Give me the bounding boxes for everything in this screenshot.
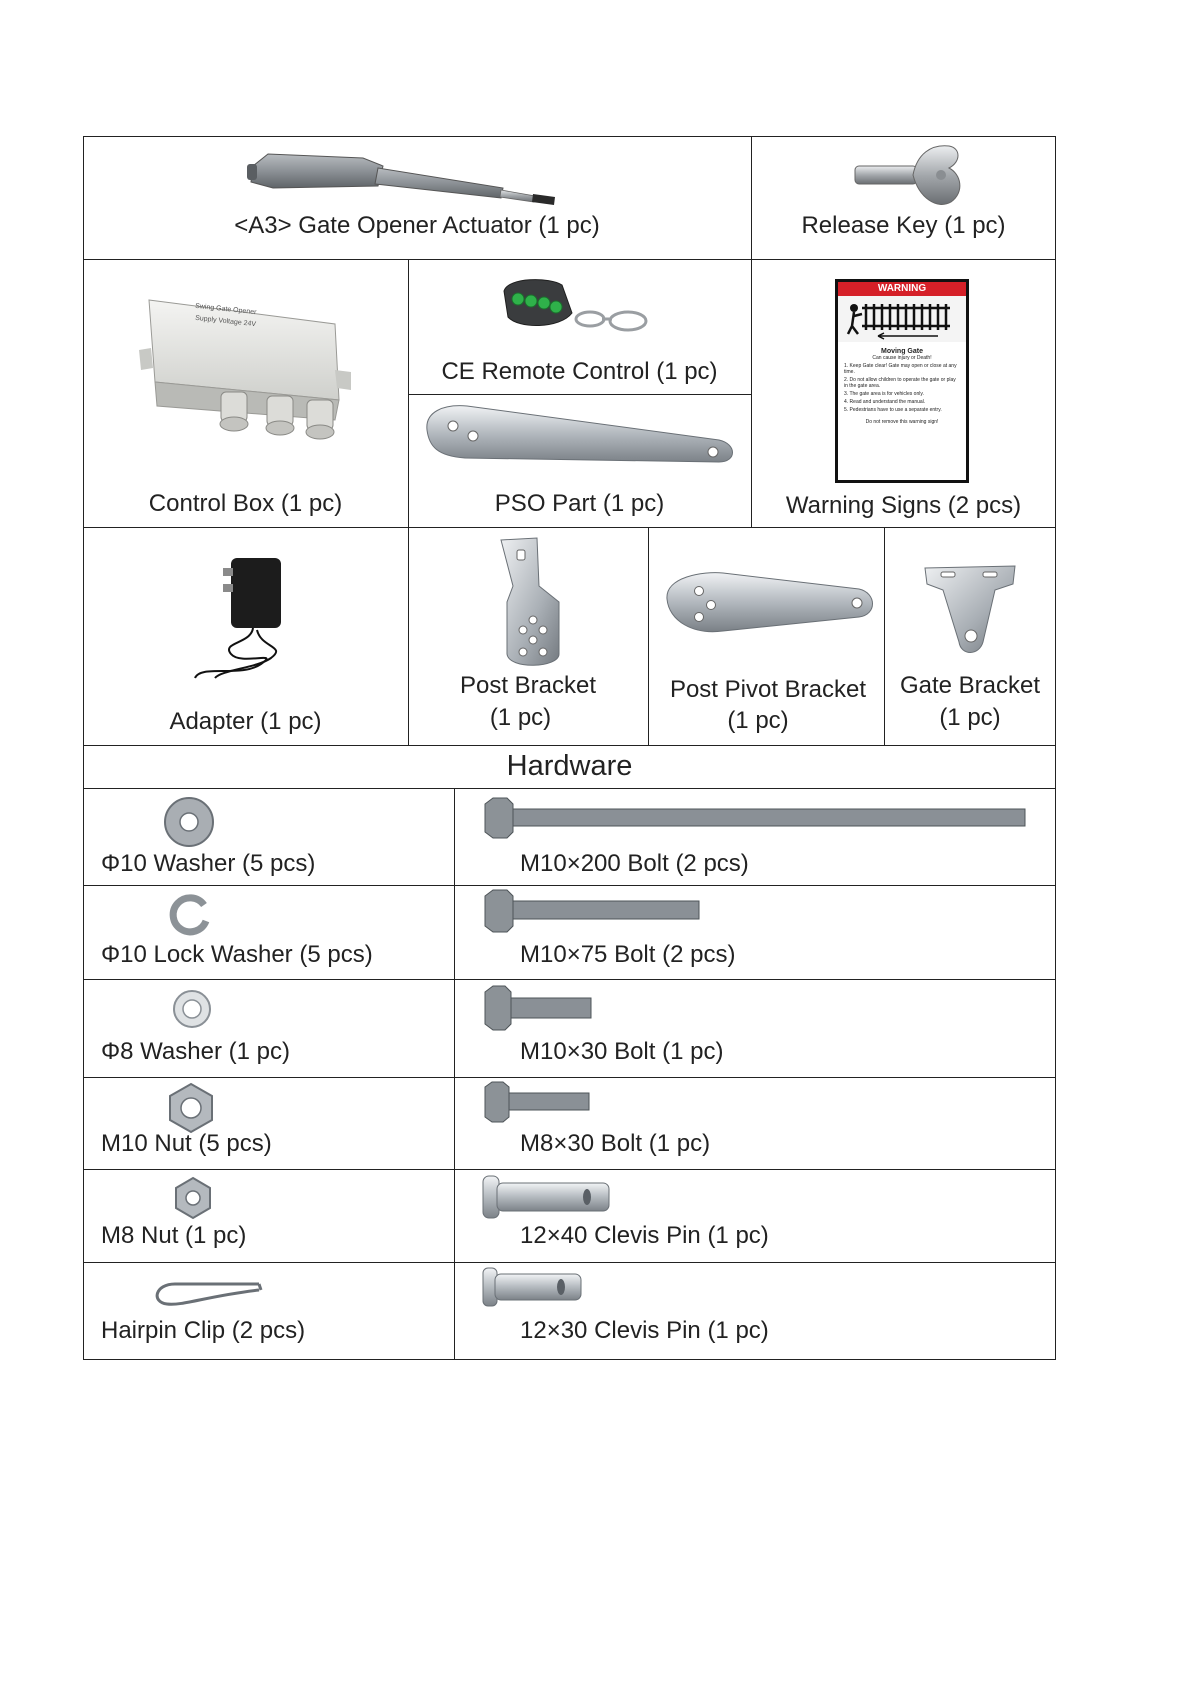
hardware-item-left: Hairpin Clip (2 pcs) <box>101 1317 306 1344</box>
post-pivot-bracket-name: Post Pivot Bracket <box>669 676 867 703</box>
nut-icon <box>164 1081 218 1135</box>
row-divider <box>83 979 1056 980</box>
adapter-image <box>191 554 291 684</box>
warning-title: Moving Gate <box>880 348 923 355</box>
pso-part-image <box>423 400 739 464</box>
col-divider <box>408 259 409 527</box>
row-divider <box>83 527 1056 528</box>
lock-washer-icon <box>170 893 214 937</box>
warning-line: 2. Do not allow children to operate the gate or play in the gate area. <box>844 377 956 389</box>
col-divider <box>751 259 752 527</box>
col-divider <box>454 788 455 1360</box>
warning-footer: Do not remove this warning sign! <box>865 419 939 425</box>
control-box-label: Control Box (1 pc) <box>148 490 343 517</box>
bolt-icon <box>483 1080 593 1124</box>
row-divider <box>83 885 1056 886</box>
col-divider <box>751 136 752 259</box>
gate-bracket-image <box>921 564 1021 656</box>
control-box-nameplate-line2: Supply Voltage 24V <box>194 314 257 329</box>
warning-line: 3. The gate area is for vehicles only. <box>844 391 924 397</box>
nut-icon <box>171 1176 215 1220</box>
hardware-item-right: M10×200 Bolt (2 pcs) <box>520 850 749 877</box>
post-bracket-name: Post Bracket <box>459 672 597 699</box>
hardware-item-right: M8×30 Bolt (1 pc) <box>520 1130 711 1157</box>
hairpin-clip-icon <box>147 1270 267 1310</box>
washer-icon <box>170 987 214 1031</box>
release-key-image <box>853 142 973 212</box>
remote-control-image <box>498 273 658 349</box>
post-bracket-qty: (1 pc) <box>489 704 552 731</box>
warning-line: 4. Read and understand the manual. <box>844 399 926 405</box>
hardware-item-left: Φ10 Lock Washer (5 pcs) <box>101 941 373 968</box>
gate-pictogram <box>838 296 966 342</box>
washer-icon <box>161 794 219 852</box>
hardware-item-left: Φ8 Washer (1 pc) <box>101 1038 290 1065</box>
hardware-item-right: M10×30 Bolt (1 pc) <box>520 1038 724 1065</box>
row-divider <box>83 1077 1056 1078</box>
adapter-label: Adapter (1 pc) <box>169 708 322 735</box>
parts-list-sheet <box>83 136 1056 1360</box>
clevis-pin-icon <box>481 1266 585 1308</box>
post-pivot-bracket-image <box>663 569 875 637</box>
clevis-pin-icon <box>481 1174 613 1220</box>
control-box-nameplate-line1: Swing Gate Opener <box>194 302 257 317</box>
hardware-item-right: 12×30 Clevis Pin (1 pc) <box>520 1317 769 1344</box>
hardware-item-right: M10×75 Bolt (2 pcs) <box>520 941 736 968</box>
bolt-icon <box>483 888 703 934</box>
post-bracket-image <box>493 536 571 672</box>
actuator-label: <A3> Gate Opener Actuator (1 pc) <box>234 212 600 239</box>
hardware-item-left: M8 Nut (1 pc) <box>101 1222 247 1249</box>
row-divider <box>408 394 751 395</box>
gate-bracket-qty: (1 pc) <box>939 704 1001 731</box>
bolt-icon <box>483 796 1029 840</box>
bolt-icon <box>483 984 597 1032</box>
gate-bracket-name: Gate Bracket <box>899 672 1041 699</box>
hardware-item-right: 12×40 Clevis Pin (1 pc) <box>520 1222 769 1249</box>
row-divider <box>83 1262 1056 1263</box>
actuator-image <box>243 144 563 216</box>
hardware-title: Hardware <box>506 750 633 782</box>
post-pivot-bracket-qty: (1 pc) <box>727 707 789 734</box>
warning-signs-label: Warning Signs (2 pcs) <box>785 492 1022 519</box>
hardware-item-left: M10 Nut (5 pcs) <box>101 1130 272 1157</box>
hardware-item-left: Φ10 Washer (5 pcs) <box>101 850 316 877</box>
row-divider <box>83 259 1056 260</box>
warning-line: 5. Pedestrians have to use a separate entry. <box>844 407 942 413</box>
warning-line: 1. Keep Gate clear! Gate may open or close at any time. <box>844 363 957 375</box>
row-divider <box>83 1169 1056 1170</box>
release-key-label: Release Key (1 pc) <box>801 212 1006 239</box>
row-divider <box>83 788 1056 789</box>
warning-sign-image <box>835 279 969 483</box>
warning-banner: WARNING <box>838 282 966 296</box>
remote-control-label: CE Remote Control (1 pc) <box>441 358 718 385</box>
warning-subtitle: Can cause injury or Death! <box>872 355 932 361</box>
pso-part-label: PSO Part (1 pc) <box>494 490 665 517</box>
